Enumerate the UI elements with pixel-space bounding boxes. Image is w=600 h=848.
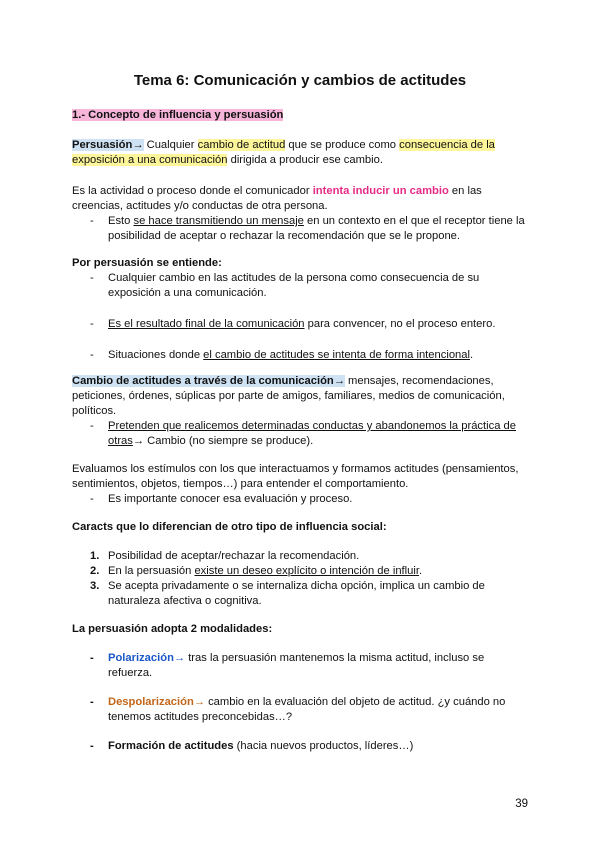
- list-item: [72, 695, 532, 725]
- list-item: [72, 271, 532, 301]
- dash-marker: -: [90, 215, 94, 227]
- subheading: Por persuasión se entiende:: [72, 257, 222, 269]
- section-heading: [72, 108, 532, 123]
- list-item: [72, 739, 532, 754]
- dash-marker: -: [90, 696, 94, 708]
- text-span: Es la actividad o proceso donde el comunicador: [72, 185, 313, 197]
- page-number: 39: [515, 798, 528, 810]
- text-span: Cualquier: [143, 139, 198, 151]
- modalidades-section: [72, 622, 532, 754]
- cambio-section: [72, 374, 532, 449]
- paragraph-line: sentimientos, objetos, tiempos…) para entender el comportamiento.: [72, 478, 409, 490]
- dash-marker: -: [90, 420, 94, 432]
- text-span: dirigida a producir ese cambio.: [227, 154, 383, 166]
- paragraph-line: políticos.: [72, 405, 117, 417]
- text-span: Situaciones donde: [108, 349, 204, 361]
- paragraph-line: Es importante conocer esa evaluación y proceso.: [108, 493, 353, 505]
- por-persuasion-section: [72, 256, 532, 363]
- underlined-text: el cambio de actitudes se intenta de forma intencional: [203, 349, 470, 361]
- numbered-item: [72, 549, 532, 564]
- persuasion-term: Persuasión: [72, 139, 133, 151]
- evaluamos-section: [72, 462, 532, 507]
- dash-marker: -: [90, 493, 94, 505]
- text-span: tras la persuasión mantenemos la misma actitud, incluso se: [185, 652, 485, 664]
- cambio-term: Cambio de actitudes a través de la comunicación: [72, 375, 334, 387]
- paragraph-line: posibilidad de aceptar o rechazar la recomendación que se le propone.: [108, 230, 461, 242]
- underlined-text: Es el resultado final de la comunicación: [108, 318, 305, 330]
- list-item: [72, 492, 532, 507]
- paragraph-line: naturaleza afectiva o cognitiva.: [108, 595, 262, 607]
- text-span: .: [418, 565, 423, 577]
- paragraph-line: Posibilidad de aceptar/rechazar la recomendación.: [108, 550, 360, 562]
- underlined-text: existe un deseo explícito o intención de influir: [194, 565, 419, 577]
- paragraph-line: Evaluamos los estímulos con los que interactuamos y formamos actitudes (pensamientos,: [72, 463, 519, 475]
- text-span: en las: [448, 185, 482, 197]
- text-span: (hacia nuevos productos, líderes…): [233, 740, 414, 752]
- arrow-glyph: →: [193, 696, 205, 708]
- list-item: [72, 348, 532, 363]
- highlight-consecuencia: consecuencia de la: [399, 139, 495, 151]
- highlight-cambio: cambio de actitud: [197, 139, 286, 151]
- list-item: [72, 651, 532, 681]
- dash-marker: -: [90, 740, 94, 752]
- number-marker: 1.: [90, 550, 100, 562]
- arrow-glyph: →: [173, 652, 186, 664]
- paragraph-line: refuerza.: [108, 667, 153, 679]
- dash-marker: -: [90, 272, 94, 284]
- page-title: Tema 6: Comunicación y cambios de actitudes: [133, 72, 467, 89]
- subheading: Caracts que lo diferencian de otro tipo de influencia social:: [72, 521, 387, 533]
- paragraph-line: creencias, actitudes y/o conductas de otra persona.: [72, 200, 328, 212]
- text-span: que se produce como: [285, 139, 400, 151]
- caracts-section: [72, 520, 532, 609]
- polarizacion-term: Polarización: [108, 652, 174, 664]
- despolarizacion-term: Despolarización: [108, 696, 194, 708]
- underlined-text: Pretenden que realicemos determinadas conductas y abandonemos la práctica de: [108, 420, 516, 432]
- underlined-text: se hace transmitiendo un mensaje: [133, 215, 304, 227]
- list-item: [72, 419, 532, 449]
- dash-marker: -: [90, 349, 94, 361]
- list-item: [72, 214, 532, 244]
- emphasis-intenta: intenta inducir un cambio: [312, 185, 449, 197]
- numbered-item: [72, 564, 532, 579]
- text-span: → Cambio (no siempre se produce).: [132, 435, 314, 447]
- paragraph-line: peticiones, órdenes, súplicas por parte de amigos, familiares, medios de comunicación,: [72, 390, 505, 402]
- paragraph-line: tenemos actitudes preconcebidas…?: [108, 711, 293, 723]
- text-span: Esto: [108, 215, 134, 227]
- text-span: En la persuasión: [108, 565, 195, 577]
- dash-marker: -: [90, 652, 94, 664]
- number-marker: 2.: [90, 565, 100, 577]
- numbered-item: [72, 579, 532, 609]
- section-heading-text: 1.- Concepto de influencia y persuasión: [72, 109, 284, 121]
- subheading: La persuasión adopta 2 modalidades:: [72, 623, 273, 635]
- text-span: en un contexto en el que el receptor tiene la: [303, 215, 525, 227]
- text-span: cambio en la evaluación del objeto de actitud. ¿y cuándo no: [204, 696, 506, 708]
- highlight-exposicion: exposición a una comunicación: [72, 154, 228, 166]
- persuasion-definition: [72, 138, 532, 168]
- formacion-term: Formación de actitudes: [108, 740, 234, 752]
- arrow-glyph: →: [132, 139, 144, 151]
- text-span: .: [469, 349, 474, 361]
- underlined-text: otras: [108, 435, 133, 447]
- dash-marker: -: [90, 318, 94, 330]
- list-item: [72, 317, 532, 332]
- activity-paragraph: [72, 184, 532, 244]
- number-marker: 3.: [90, 580, 100, 592]
- text-span: mensajes, recomendaciones,: [344, 375, 494, 387]
- paragraph-line: Se acepta privadamente o se internaliza dicha opción, implica un cambio de: [108, 580, 485, 592]
- paragraph-line: exposición a una comunicación.: [108, 287, 267, 299]
- paragraph-line: Cualquier cambio en las actitudes de la persona como consecuencia de su: [108, 272, 480, 284]
- arrow-glyph: →: [333, 375, 345, 387]
- text-span: para convencer, no el proceso entero.: [304, 318, 496, 330]
